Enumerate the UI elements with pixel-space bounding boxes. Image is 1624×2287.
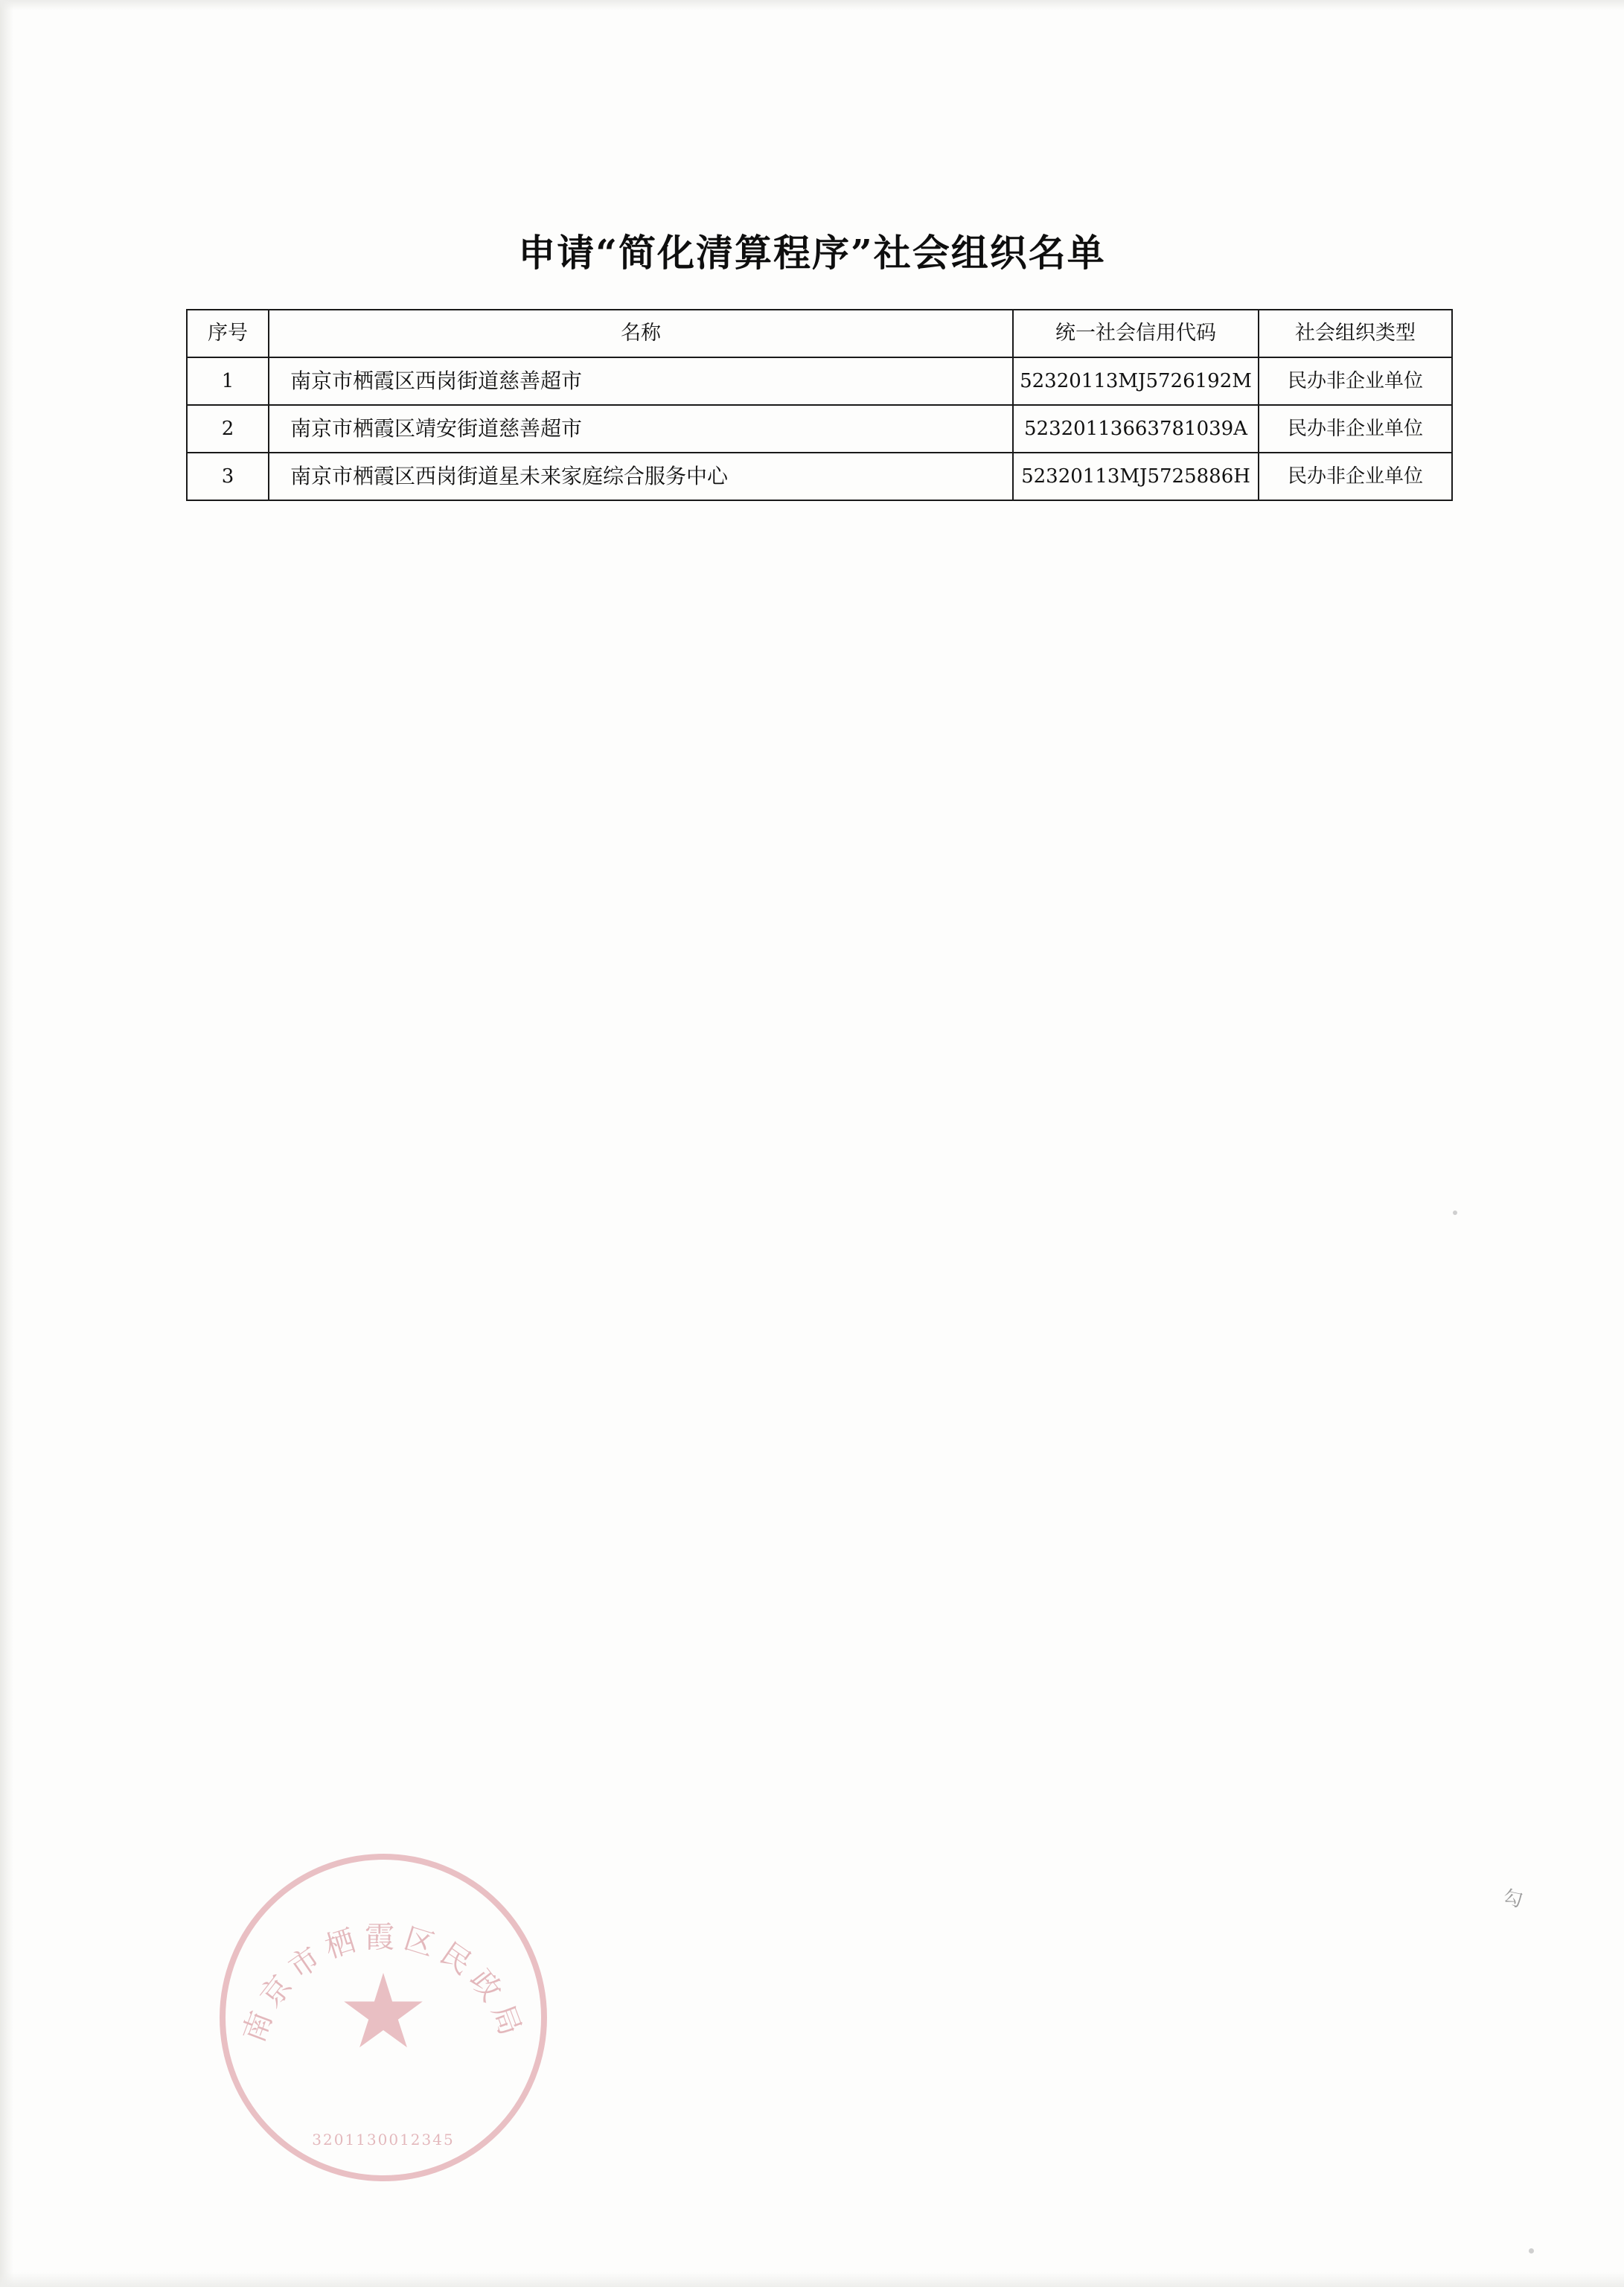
cell-index	[187, 453, 269, 500]
cell-name	[269, 405, 1013, 453]
pen-mark: 勾	[1500, 1886, 1525, 1913]
column-header-name-label: 名称	[621, 322, 661, 345]
column-header-type-label: 社会组织类型	[1295, 322, 1416, 345]
organization-list-table	[186, 309, 1453, 501]
cell-name-text: 南京市栖霞区西岗街道星未来家庭综合服务中心	[290, 464, 729, 488]
table-header-row	[187, 310, 1452, 357]
cell-name	[269, 453, 1013, 500]
cell-code-text: 52320113MJ5726192M	[1020, 370, 1252, 392]
cell-index-text: 3	[221, 465, 234, 488]
seal-ring	[220, 1854, 547, 2181]
cell-code	[1013, 405, 1259, 453]
scan-edge-left	[0, 0, 13, 2287]
seal-arc-label: 南京市栖霞区民政局	[236, 1920, 531, 2047]
column-header-name	[269, 310, 1013, 357]
official-seal	[220, 1854, 547, 2181]
cell-index-text: 2	[221, 418, 234, 440]
cell-code	[1013, 453, 1259, 500]
column-header-index-label: 序号	[208, 322, 248, 345]
cell-index	[187, 357, 269, 405]
cell-code-text: 52320113663781039A	[1024, 418, 1247, 440]
cell-name-text: 南京市栖霞区西岗街道慈善超市	[290, 369, 583, 393]
table-row	[187, 453, 1452, 500]
seal-arc-text	[220, 1854, 547, 2181]
cell-type-text: 民办非企业单位	[1287, 418, 1423, 440]
seal-bottom-label: 3201130012345	[312, 2131, 455, 2149]
cell-index	[187, 405, 269, 453]
cell-type	[1259, 453, 1452, 500]
column-header-code-label: 统一社会信用代码	[1055, 322, 1216, 345]
table-row	[187, 357, 1452, 405]
cell-type	[1259, 405, 1452, 453]
cell-name-text: 南京市栖霞区靖安街道慈善超市	[290, 416, 583, 441]
column-header-code	[1013, 310, 1259, 357]
cell-index-text: 1	[221, 370, 234, 392]
scan-speck	[1529, 2248, 1534, 2253]
cell-type	[1259, 357, 1452, 405]
cell-code	[1013, 357, 1259, 405]
cell-type-text: 民办非企业单位	[1287, 465, 1423, 488]
organization-list-table-wrapper	[186, 309, 1451, 501]
cell-name	[269, 357, 1013, 405]
scan-edge-top	[0, 0, 1624, 10]
table-row	[187, 405, 1452, 453]
column-header-index	[187, 310, 269, 357]
seal-star-icon	[342, 1973, 424, 2055]
cell-type-text: 民办非企业单位	[1287, 370, 1423, 392]
column-header-type	[1259, 310, 1452, 357]
page-title: 申请“简化清算程序”社会组织名单	[518, 231, 1106, 275]
cell-code-text: 52320113MJ5725886H	[1021, 465, 1250, 488]
scan-speck	[1453, 1211, 1457, 1215]
scan-edge-bottom	[0, 2272, 1624, 2287]
svg-text:南京市栖霞区民政局	[237, 1920, 530, 2047]
